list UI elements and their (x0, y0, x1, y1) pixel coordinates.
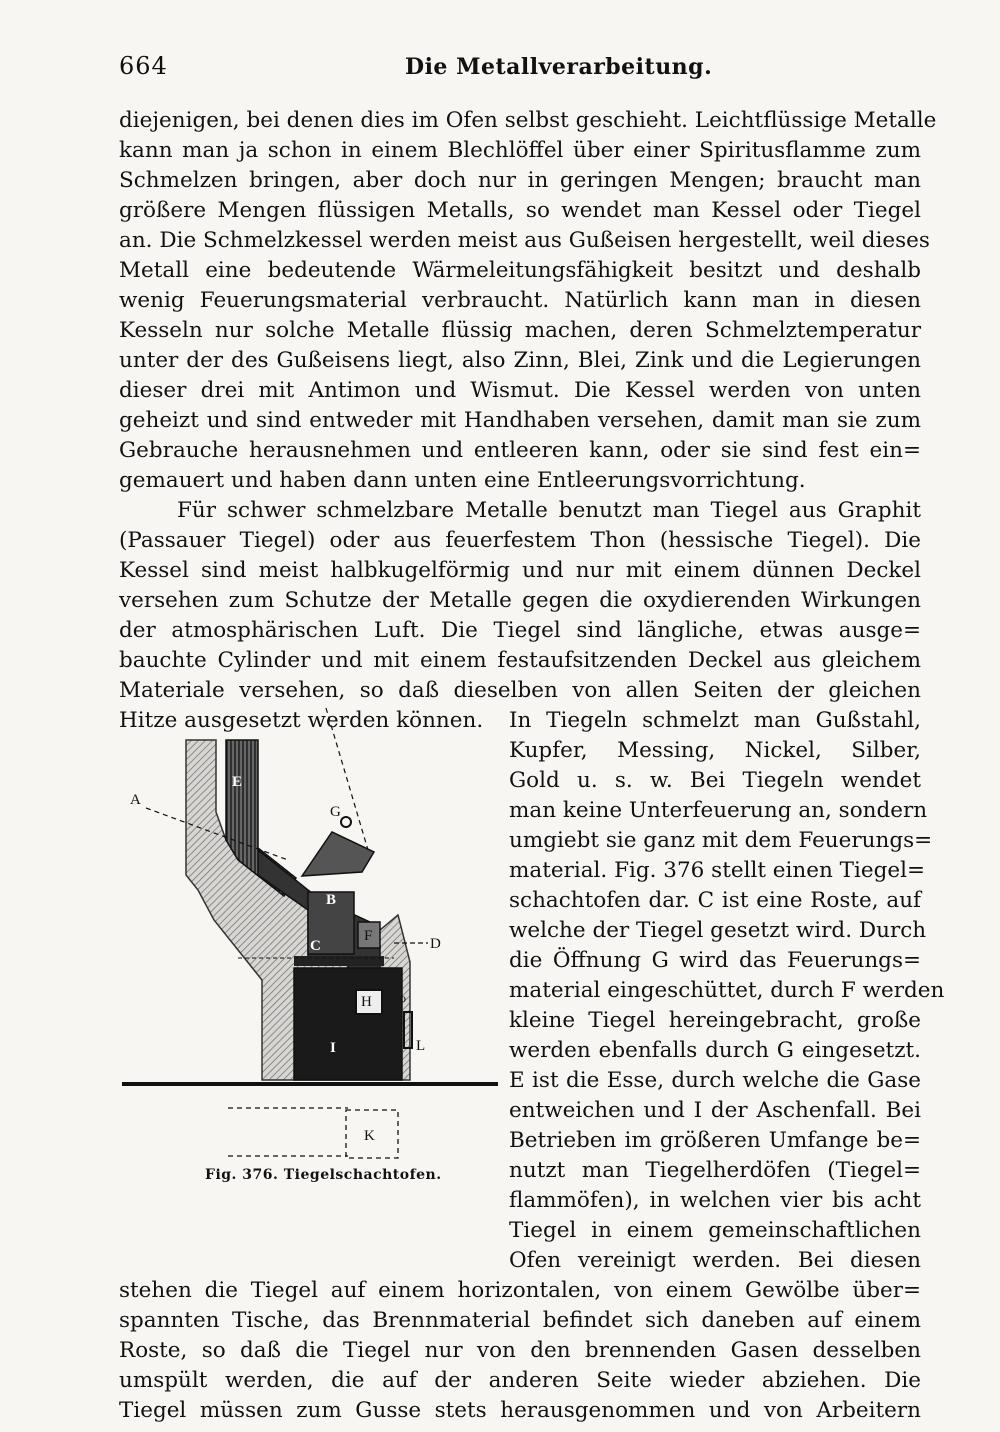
label-g: G (330, 804, 341, 820)
text-line: dieser drei mit Antimon und Wismut. Die Kessel werden von unten (119, 378, 921, 403)
page-number: 664 (119, 52, 168, 80)
text-line: Roste, so daß die Tiegel nur von den brennenden Gasen desselben (119, 1338, 921, 1363)
text-line: Schmelzen bringen, aber doch nur in geringen Mengen; braucht man (119, 168, 921, 193)
text-line: Materiale versehen, so daß dieselben von allen Seiten der gleichen (119, 678, 921, 703)
text-line: werden ebenfalls durch G eingesetzt. (509, 1038, 921, 1063)
text-line: stehen die Tiegel auf einem horizontalen, von einem Gewölbe über= (119, 1278, 921, 1303)
text-line: Für schwer schmelzbare Metalle benutzt man Tiegel aus Graphit (177, 498, 921, 523)
text-line: Tiegel in einem gemeinschaftlichen (509, 1218, 921, 1243)
text-line: der atmosphärischen Luft. Die Tiegel sind längliche, etwas ausge= (119, 618, 921, 643)
label-h: H (361, 994, 372, 1010)
label-k: K (364, 1128, 375, 1144)
label-e: E (232, 774, 243, 790)
text-line: nutzt man Tiegelherdöfen (Tiegel= (509, 1158, 921, 1183)
text-line: Ofen vereinigt werden. Bei diesen (509, 1248, 921, 1273)
text-line: die Öffnung G wird das Feuerungs= (509, 948, 921, 973)
text-line: Gebrauche herausnehmen und entleeren kann, oder sie sind fest ein= (119, 438, 921, 463)
ash-pit (294, 968, 402, 1080)
furnace-figure (118, 700, 500, 1190)
text-line: Kessel sind meist halbkugelförmig und nur mit einem dünnen Deckel (119, 558, 921, 583)
text-line: material eingeschüttet, durch F werden (509, 978, 945, 1003)
label-f: F (364, 928, 373, 944)
text-line: material. Fig. 376 stellt einen Tiegel= (509, 858, 925, 883)
text-line: entweichen und I der Aschenfall. Bei (509, 1098, 921, 1123)
label-i: I (330, 1040, 336, 1056)
text-line: Kesseln nur solche Metalle flüssig machen, deren Schmelztemperatur (119, 318, 921, 343)
text-line: Kupfer, Messing, Nickel, Silber, (509, 738, 921, 763)
text-line: bauchte Cylinder und mit einem festaufsitzenden Deckel aus gleichem (119, 648, 921, 673)
text-line: flammöfen), in welchen vier bis acht (509, 1188, 921, 1213)
text-line: größere Mengen flüssigen Metalls, so wendet man Kessel oder Tiegel (119, 198, 921, 223)
text-line: schachtofen dar. C ist eine Roste, auf (509, 888, 921, 913)
text-line: E ist die Esse, durch welche die Gase (509, 1068, 921, 1093)
text-line: man keine Unterfeuerung an, sondern (509, 798, 928, 823)
text-line: diejenigen, bei denen dies im Ofen selbst geschieht. Leichtflüssige Metalle (119, 108, 937, 133)
label-l: L (416, 1038, 426, 1054)
text-line: (Passauer Tiegel) oder aus feuerfestem Thon (hessische Tiegel). Die (119, 528, 921, 553)
label-d: D (430, 936, 441, 952)
text-line: Betrieben im größeren Umfange be= (509, 1128, 921, 1153)
text-line: In Tiegeln schmelzt man Gußstahl, (509, 708, 921, 733)
text-line: kleine Tiegel hereingebracht, große (509, 1008, 921, 1033)
text-line: Gold u. s. w. Bei Tiegeln wendet (509, 768, 921, 793)
charging-door (302, 832, 374, 876)
text-line: versehen zum Schutze der Metalle gegen die oxydierenden Wirkungen (119, 588, 921, 613)
text-line: Hitze ausgesetzt werden können. (119, 708, 484, 733)
text-line: gemauert und haben dann unten eine Entleerungsvorrichtung. (119, 468, 806, 493)
text-line: wenig Feuerungsmaterial verbraucht. Natürlich kann man in diesen (119, 288, 921, 313)
label-a: A (130, 792, 141, 808)
text-line: an. Die Schmelzkessel werden meist aus Gußeisen hergestellt, weil dieses (119, 228, 930, 253)
label-b: B (326, 892, 337, 908)
text-line: umgiebt sie ganz mit dem Feuerungs= (509, 828, 933, 853)
text-line: welche der Tiegel gesetzt wird. Durch (509, 918, 927, 943)
text-line: kann man ja schon in einem Blechlöffel über einer Spiritusflamme zum (119, 138, 921, 163)
text-line: unter der des Gußeisens liegt, also Zinn, Blei, Zink und die Legierungen (119, 348, 921, 373)
text-line: spannten Tische, das Brennmaterial befindet sich daneben auf einem (119, 1308, 921, 1333)
text-line: Metall eine bedeutende Wärmeleitungsfähigkeit besitzt und deshalb (119, 258, 921, 283)
furnace-diagram (118, 700, 500, 1170)
label-c: C (310, 938, 321, 954)
running-head: Die Metallverarbeitung. (405, 54, 713, 80)
figure-caption: Fig. 376. Tiegelschachtofen. (205, 1167, 442, 1183)
text-line: Tiegel müssen zum Gusse stets herausgenommen und von Arbeitern (119, 1398, 921, 1423)
label-o: o (400, 991, 406, 1005)
text-line: geheizt und sind entweder mit Handhaben versehen, damit man sie zum (119, 408, 921, 433)
text-line: umspült werden, die auf der anderen Seite wieder abziehen. Die (119, 1368, 921, 1393)
